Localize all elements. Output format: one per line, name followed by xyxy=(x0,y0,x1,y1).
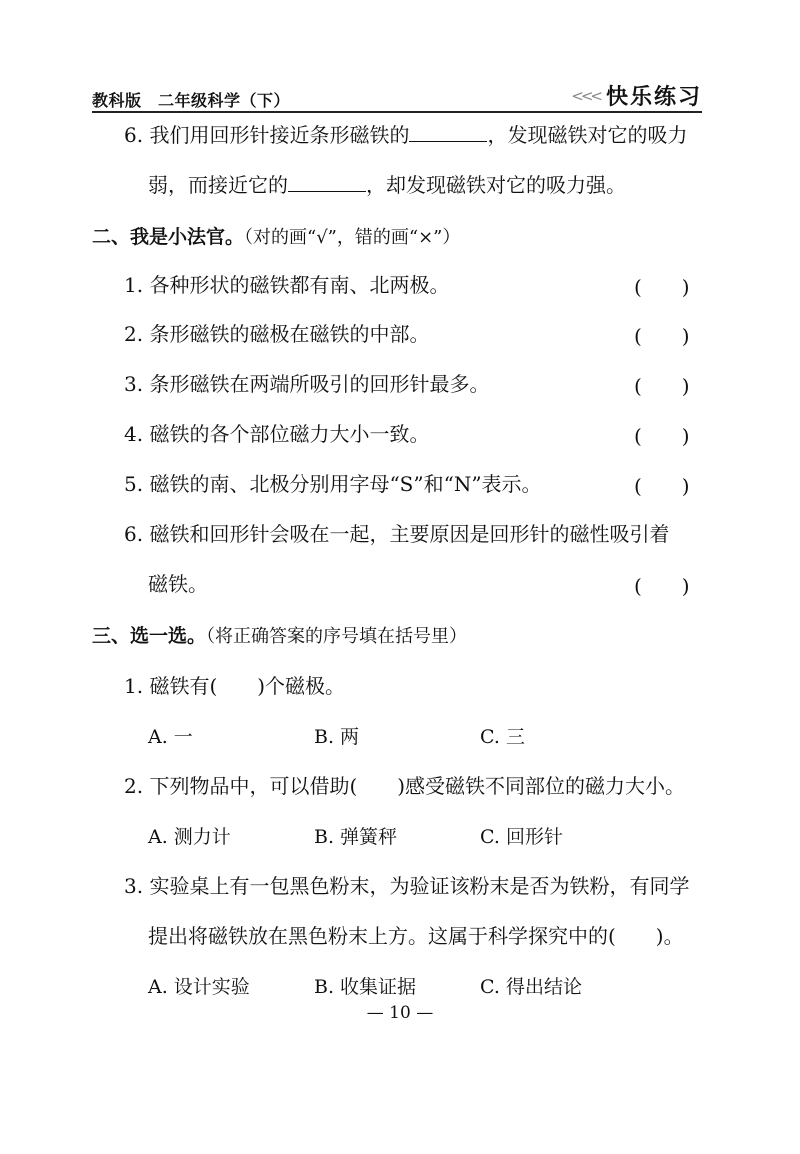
judge-answer-paren-3[interactable]: ( ) xyxy=(634,374,690,398)
fill-question-6-line1 xyxy=(124,121,687,149)
judge-item-2: 2. 条形磁铁的磁极在磁铁的中部。 xyxy=(124,322,430,346)
choice-q2-option-b[interactable]: B. 弹簧秤 xyxy=(314,826,398,848)
book-edition-label: 教科版 二年级科学（下） xyxy=(92,91,291,110)
choice-q1-option-b[interactable]: B. 两 xyxy=(314,726,360,748)
section-2-hint: （对的画“√”，错的画“×”） xyxy=(244,227,461,248)
judge-answer-paren-5[interactable]: ( ) xyxy=(634,474,690,498)
judge-item-6-continued: 磁铁。 xyxy=(148,572,208,596)
choice-q2-option-c[interactable]: C. 回形针 xyxy=(480,826,563,848)
judge-answer-paren-6[interactable]: ( ) xyxy=(634,574,690,598)
judge-item-4: 4. 磁铁的各个部位磁力大小一致。 xyxy=(124,422,430,446)
choice-q1-option-c[interactable]: C. 三 xyxy=(480,726,525,748)
choice-q3-option-a[interactable]: A. 设计实验 xyxy=(148,976,250,998)
choice-question-2: 2. 下列物品中，可以借助( )感受磁铁不同部位的磁力大小。 xyxy=(124,774,686,798)
fill-q6-text-a: 6. 我们用回形针接近条形磁铁的 xyxy=(124,123,410,147)
header-brand xyxy=(571,80,702,111)
header-divider xyxy=(92,111,702,113)
brand-title: 快乐练习 xyxy=(605,85,702,110)
choice-question-3-line1: 3. 实验桌上有一包黑色粉末，为验证该粉末是否为铁粉，有同学 xyxy=(124,874,690,898)
answer-blank-1[interactable] xyxy=(409,123,487,142)
fill-q6-text-b: ，发现磁铁对它的吸力 xyxy=(487,123,688,147)
choice-question-3-line2: 提出将磁铁放在黑色粉末上方。这属于科学探究中的( )。 xyxy=(148,924,684,948)
choice-q3-option-c[interactable]: C. 得出结论 xyxy=(480,976,582,998)
section-3-hint: （将正确答案的序号填在括号里） xyxy=(206,626,468,647)
section-3-title: 三、选一选。 xyxy=(92,625,207,647)
judge-item-6: 6. 磁铁和回形针会吸在一起，主要原因是回形针的磁性吸引着 xyxy=(124,522,670,546)
section-3-heading xyxy=(92,621,467,648)
chevron-left-icon: <<< xyxy=(571,86,600,105)
judge-answer-paren-1[interactable]: ( ) xyxy=(634,275,690,299)
judge-answer-paren-4[interactable]: ( ) xyxy=(634,424,690,448)
judge-item-3: 3. 条形磁铁在两端所吸引的回形针最多。 xyxy=(124,372,490,396)
choice-q3-option-b[interactable]: B. 收集证据 xyxy=(314,976,417,998)
section-2-title: 二、我是小法官。 xyxy=(92,226,245,248)
judge-item-5: 5. 磁铁的南、北极分别用字母“S”和“N”表示。 xyxy=(124,472,542,496)
answer-blank-2[interactable] xyxy=(288,173,366,192)
fill-q6-text-d: ，却发现磁铁对它的吸力强。 xyxy=(366,173,626,197)
choice-q1-option-a[interactable]: A. 一 xyxy=(148,726,193,748)
page-header xyxy=(92,80,702,110)
page-number: — 10 — xyxy=(366,1003,434,1023)
section-2-heading xyxy=(92,222,460,249)
fill-question-6-line2 xyxy=(148,171,626,199)
judge-answer-paren-2[interactable]: ( ) xyxy=(634,324,690,348)
choice-question-1: 1. 磁铁有( )个磁极。 xyxy=(124,674,346,698)
judge-item-1: 1. 各种形状的磁铁都有南、北两极。 xyxy=(124,273,450,297)
choice-q2-option-a[interactable]: A. 测力计 xyxy=(148,826,231,848)
fill-q6-text-c: 弱，而接近它的 xyxy=(148,173,288,197)
